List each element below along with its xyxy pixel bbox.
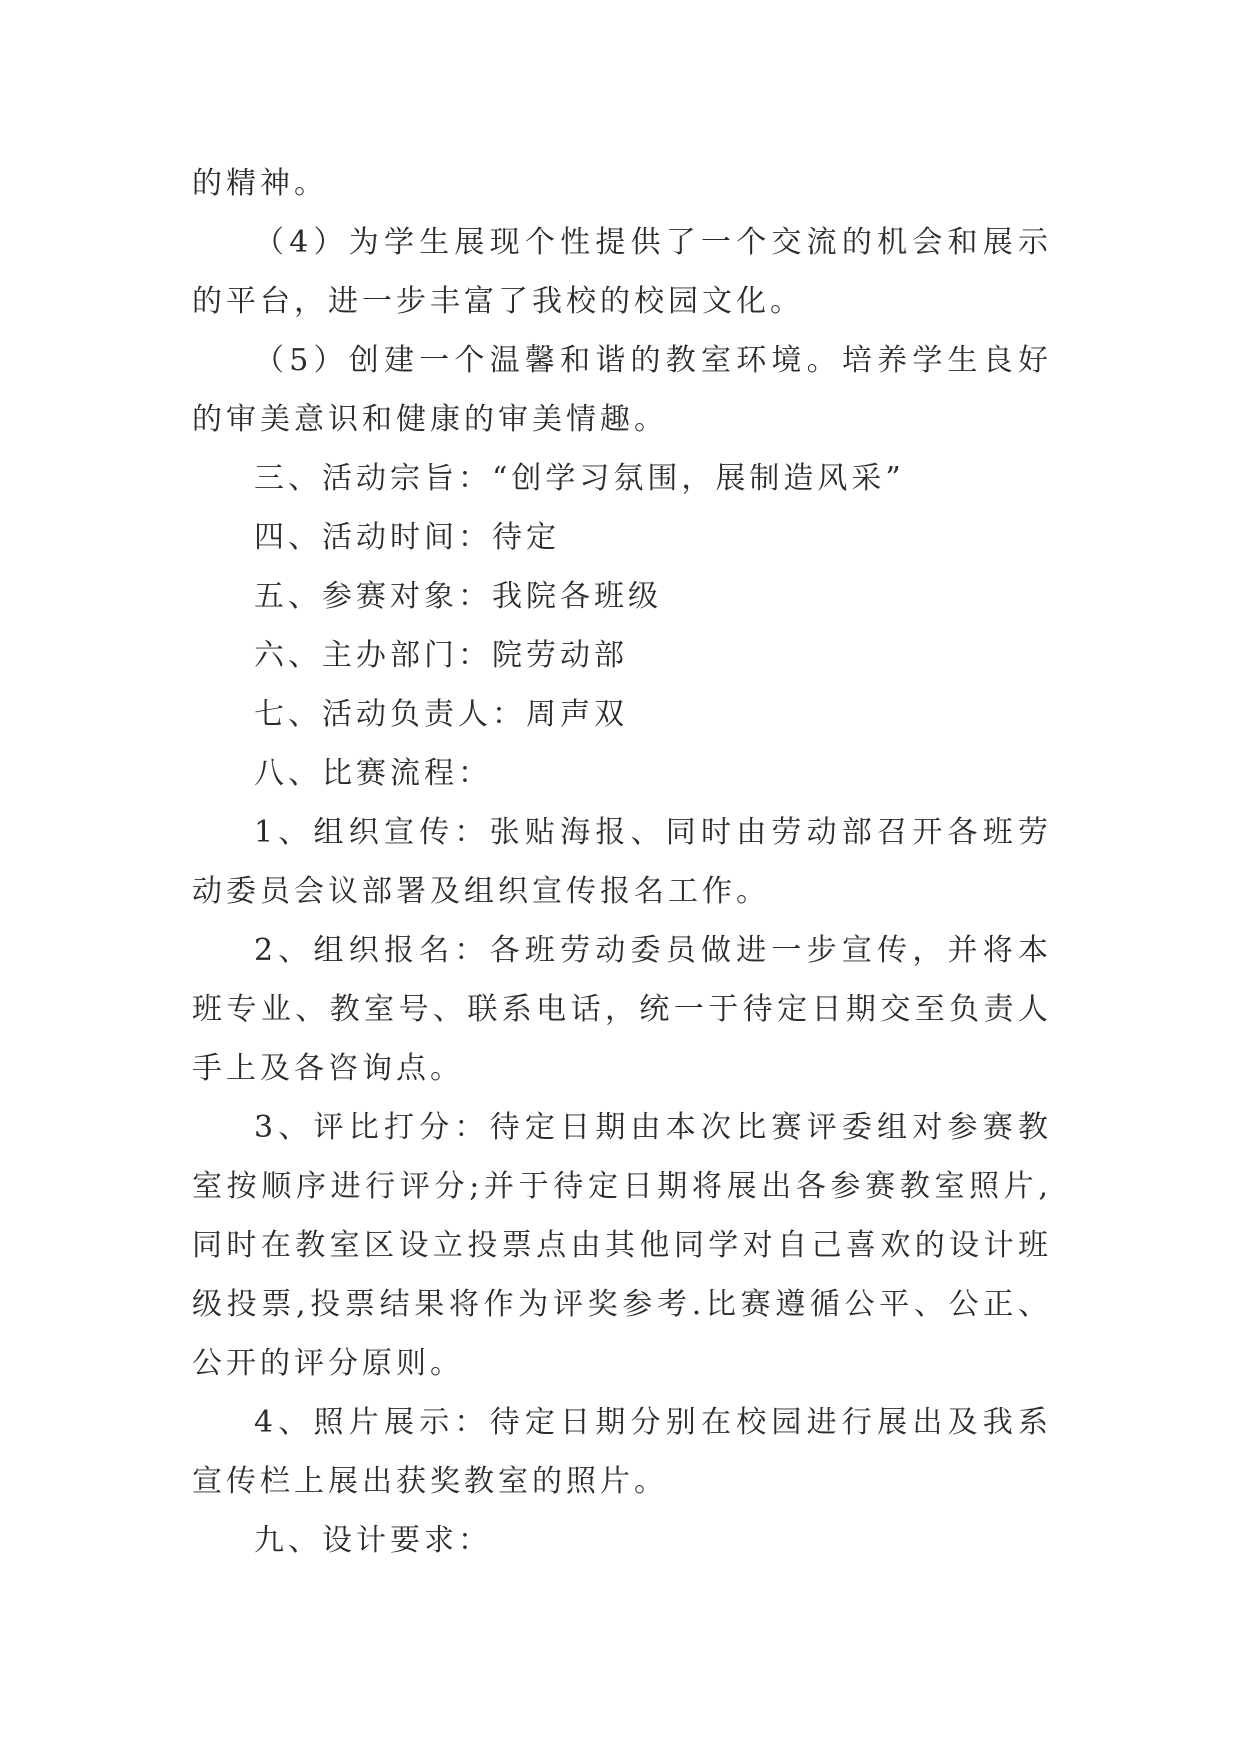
section-design-requirements: 九、设计要求： [254, 1523, 492, 1558]
section-organizer: 六、主办部门：院劳动部 [254, 638, 628, 673]
section-participants: 五、参赛对象：我院各班级 [254, 579, 662, 614]
section-purpose: 三、活动宗旨：“创学习氛围，展制造风采” [254, 461, 905, 496]
paragraph-continuation: 的精神。 [192, 166, 328, 201]
process-step-2: 2、组织报名：各班劳动委员做进一步宣传，并将本班专业、教室号、联系电话，统一于待定日期交至负责人手上及各咨询点。 [192, 933, 1052, 1086]
document-body [192, 154, 1052, 1570]
process-step-3: 3、评比打分：待定日期由本次比赛评委组对参赛教室按顺序进行评分;并于待定日期将展出各参赛教室照片,同时在教室区设立投票点由其他同学对自己喜欢的设计班级投票,投票结果将作为评奖参考.比赛遵循公平、公正、公开的评分原则。 [192, 1110, 1052, 1381]
process-step-1: 1、组织宣传：张贴海报、同时由劳动部召开各班劳动委员会议部署及组织宣传报名工作。 [192, 815, 1052, 909]
process-step-4: 4、照片展示：待定日期分别在校园进行展出及我系宣传栏上展出获奖教室的照片。 [192, 1405, 1052, 1499]
section-time: 四、活动时间：待定 [254, 520, 560, 555]
paragraph-item-5: （5）创建一个温馨和谐的教室环境。培养学生良好的审美意识和健康的审美情趣。 [192, 343, 1052, 437]
section-process-heading: 八、比赛流程： [254, 756, 492, 791]
paragraph-item-4: （4）为学生展现个性提供了一个交流的机会和展示的平台，进一步丰富了我校的校园文化。 [192, 225, 1052, 319]
section-responsible-person: 七、活动负责人：周声双 [254, 697, 628, 732]
